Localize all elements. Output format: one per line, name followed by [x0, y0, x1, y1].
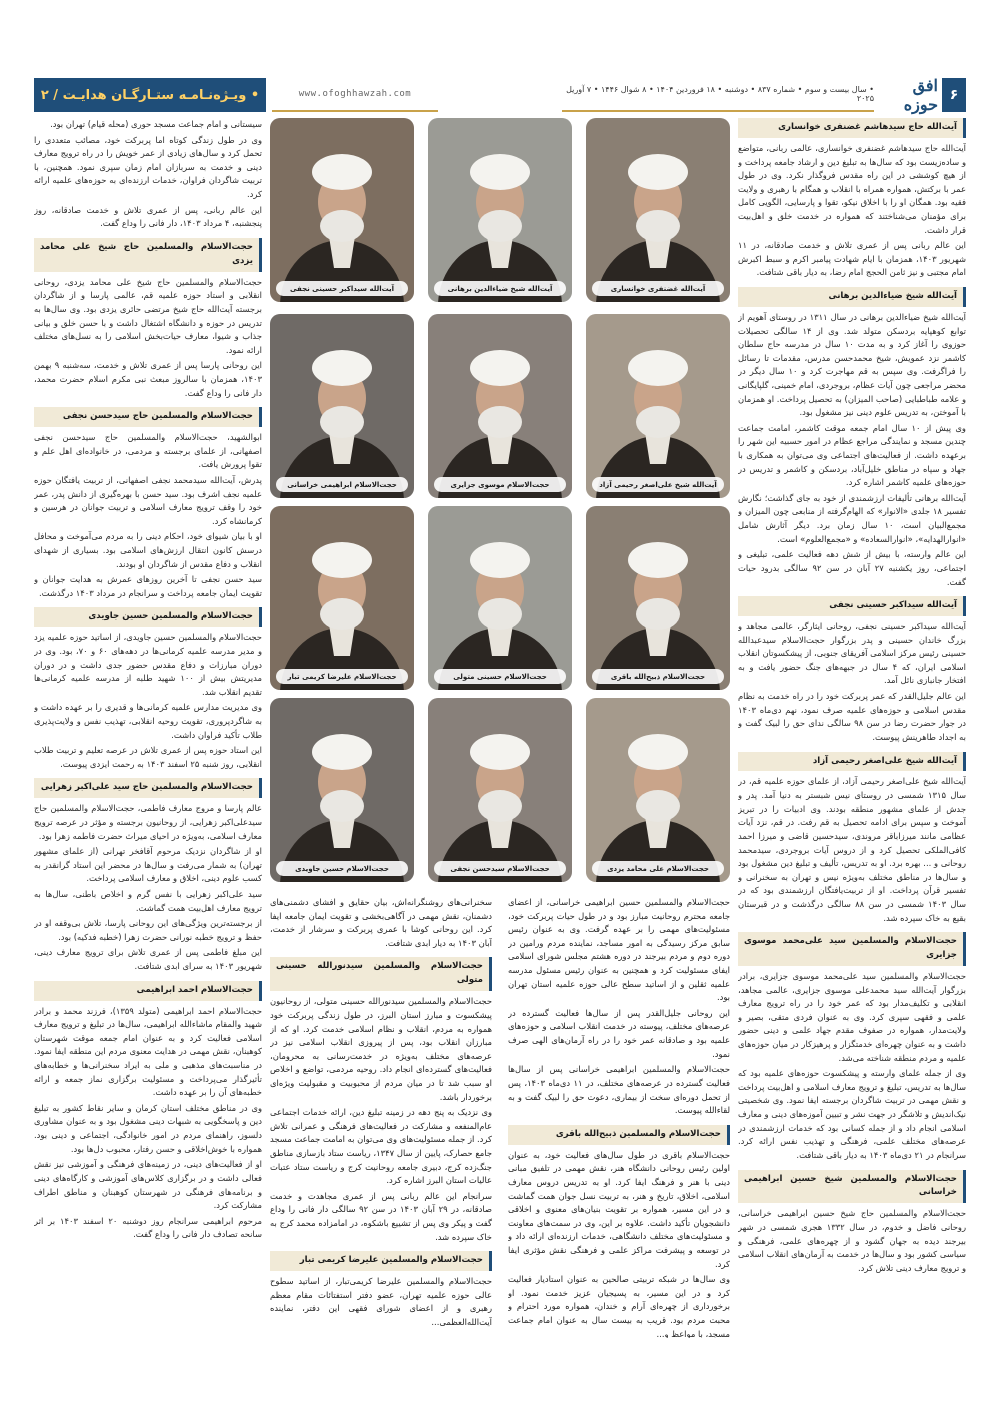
article-paragraph: وی در طول زندگی کوتاه اما پربرکت خود، مصائب متعددی را تحمل کرد و سال‌های زیادی از عمر خویش را در راه ترویج معارف دینی و خدمت به سربازان امام زمان سپری نمود. همچنین، با تربیت شاگردان فراوان، خدمات ارزنده‌ای به حوزه‌های علمیه ارائه کرد.	[34, 134, 262, 200]
obituary-article	[34, 607, 262, 771]
article-paragraph: آیت‌الله شیخ علی‌اصغر رحیمی آزاد، از علمای حوزه علمیه قم، در سال ۱۳۱۵ شمسی در روستای نیس شبستر به دنیا آمد. پدر و جدش از علمای مشهور منطقه بودند. وی ادبیات را در تبریز آموخت و سپس برای ادامه تحصیل به قم رفت. در قم، نزد آیات عظامی مانند میرزاباقر مروندی، سیدحسین قاضی و میرزا احمد کافی‌الملکی تحصیل کرد و از دروس آیات بروجردی، سیدمحمد روحانی و ... بهره برد. او به تدریس، تألیف و تبلیغ دین مشغول بود و سال‌ها در مناطق مختلف به‌ویژه نیس و تهران به سخنرانی و تفسیر قرآن پرداخت. او از تربیت‌یافتگان ارزشمندی بود که در سال ۱۴۰۳ شمسی در سن ۸۸ سالگی درگذشت و در قبرستان بقیع به خاک سپرده شد.	[738, 776, 966, 923]
portrait-image	[586, 506, 730, 690]
bottom-text-area	[270, 896, 730, 1338]
article-title: حجت‌الاسلام والمسلمین سید علی‌محمد موسوی جزایری	[738, 932, 966, 966]
article-paragraph: این روحانی پارسا پس از عمری تلاش و خدمت، سه‌شنبه ۹ بهمن ۱۴۰۳، همزمان با سالروز مبعث نبی مکرم اسلام حضرت محمد، دار فانی را وداع گفت.	[34, 360, 262, 398]
portrait-image	[270, 698, 414, 882]
obituary-article	[34, 981, 262, 1242]
article-title: آیت‌الله حاج سیدهاشم غضنفری خوانساری	[738, 118, 966, 138]
obituary-article	[508, 896, 730, 1118]
article-paragraph: این عالم ربانی، پس از عمری تلاش و خدمت صادقانه، روز پنجشنبه، ۴ مرداد ۱۴۰۳، دار فانی را وداع گفت.	[34, 204, 262, 229]
portrait-caption: حجت‌الاسلام حسینی متولی	[434, 669, 566, 684]
article-paragraph: این مبلغ فاطمی پس از عمری تلاش برای ترویج معارف دینی، شهریور ۱۴۰۳ به سرای ابدی شتافت.	[34, 947, 262, 972]
obituary-article	[270, 1251, 492, 1329]
obituary-article	[738, 596, 966, 744]
obituary-article	[738, 752, 966, 926]
article-paragraph: آیت‌الله برهانی تألیفات ارزشمندی از خود به جای گذاشت؛ نگارش تفسیر ۱۸ جلدی «الانوار» که الهام‌گرفته از منابعی چون المیزان و مجمع‌البیان است، ۱۰ سال زمان برد. دیگر آثارش شامل «انوارالهدایه»، «انوارالسعاده» و «مجمع‌العلوم» است.	[738, 492, 966, 544]
article-title: حجت‌الاسلام والمسلمین حاج شیخ علی محامد یزدی	[34, 238, 262, 272]
portrait-caption: حجت‌الاسلام حسین جاویدی	[276, 861, 408, 876]
left-text-column	[34, 118, 262, 1338]
article-paragraph: سیستانی و امام جماعت مسجد حوری (محله قیام) تهران بود.	[50, 119, 262, 129]
article-title: حجت‌الاسلام والمسلمین علیرضا کریمی تبار	[270, 1251, 492, 1271]
portrait-image	[428, 698, 572, 882]
obituary-article	[738, 287, 966, 589]
article-title: آیت‌الله شیخ ضیاءالدین برهانی	[738, 287, 966, 307]
obituary-article	[508, 1125, 730, 1338]
article-paragraph: وی سال‌ها در شبکه تربیتی صالحین به عنوان استادیار فعالیت کرد و در این مسیر، به پسیجیان عزیز خدمت نمود. او برخورداری از چهره‌ای آرام و خندان، همواره مورد احترام و محبت مردم بود. قریب به بیست سال به عنوان امام جماعت مسجد، با مواعظ و...	[508, 1274, 730, 1338]
article-paragraph: حجت‌الاسلام احمد ابراهیمی (متولد ۱۳۵۹)، فرزند محمد و برادر شهید والمقام ماشاءالله ابراهیمی، سال‌ها در تبلیغ و ترویج معارف اسلامی فعالیت کرد و به عنوان امام جمعه موقت شهرستان کوهبنان، نقش مهمی در هدایت معنوی مردم این منطقه ایفا نمود. در مناسبت‌های مذهبی و ملی به ایراد سخنرانی‌ها و خطابه‌های تأثیرگذار می‌پرداخت و مسئولیت برگزاری نماز جمعه و ارائه خطبه‌های آن را بر عهده داشت.	[34, 1005, 262, 1098]
article-title: حجت‌الاسلام والمسلمین ذبیح‌الله باقری	[508, 1125, 730, 1145]
article-paragraph: سرانجام این عالم ربانی پس از عمری مجاهدت و خدمت صادقانه، در ۲۹ آبان ۱۴۰۳ در سن ۹۲ سالگی دار فانی را وداع گفت و پیکر وی پس از تشییع باشکوه، در امامزاده محمد کرج به خاک سپرده شد.	[270, 1190, 492, 1242]
page-number: ۶	[942, 78, 966, 112]
article-title: حجت‌الاسلام والمسلمین سیدنورالله حسینی متولی	[270, 957, 492, 991]
obituary-article	[34, 407, 262, 600]
article-paragraph: حجت‌الاسلام والمسلمین سیدنورالله حسینی متولی، از روحانیون پیشکسوت و مبارز استان البرز، در طول زندگی پربرکت خود همواره به مردم، انقلاب و نظام اسلامی خدمت کرد. او که از مبارزان انقلاب بود، پس از پیروزی انقلاب اسلامی نیز در عرصه‌های مختلف به‌ویژه در خدمت‌رسانی به محرومان، فعالیت‌های گسترده‌ای انجام داد. روحیه مردمی، تواضع و اخلاص او سبب شد تا در میان مردم از محبوبیت و مقبولیت ویژه‌ای برخوردار باشد.	[270, 996, 492, 1102]
article-paragraph: این عالم وارسته، با بیش از شش دهه فعالیت علمی، تبلیغی و اجتماعی، روز یکشنبه ۲۷ آبان در سن ۹۲ سالگی بدرود حیات گفت.	[738, 549, 966, 587]
article-paragraph: حجت‌الاسلام والمسلمین حسین ابراهیمی خراسانی، از اعضای جامعه محترم روحانیت مبارز بود و در طول حیات پربرکت خود، مسئولیت‌های مهمی را بر عهده گرفت. وی به عنوان رئیس سابق مرکز رسیدگی به امور مساجد، نماینده مردم ورامین در دوره دوم و مردم بیرجند در دوره هشتم مجلس شورای اسلامی ایفای مسئولیت کرد و همچنین به عنوان رئیس مسئول مدرسه علمیه ثقلین و از اساتید سطح عالی حوزه علمیه استان تهران بود.	[508, 897, 730, 1003]
article-title: حجت‌الاسلام والمسلمین حاج سیدحسن نجفی	[34, 407, 262, 427]
article-paragraph: پدرش، آیت‌الله سیدمحمد نجفی اصفهانی، از تربیت یافتگان حوزه علمیه نجف اشرف بود. سید حسن با بهره‌گیری از دانش پدر، عمر خود را وقف ترویج معارف اسلامی و تربیت جوانان در هرسین و کرمانشاه کرد.	[34, 474, 262, 526]
portrait-image	[270, 314, 414, 498]
page-header	[34, 78, 966, 112]
article-title: حجت‌الاسلام والمسلمین حاج سید علی‌اکبر زهرایی	[34, 778, 262, 798]
obituary-article	[738, 932, 966, 1162]
bottom-right-column	[508, 896, 730, 1338]
article-paragraph: سید علی‌اکبر زهرایی با نفس گرم و اخلاص باطنی، سال‌ها به ترویج معارف اهل‌بیت همت گماشت.	[34, 889, 262, 913]
article-paragraph: مرحوم ابراهیمی سرانجام روز دوشنبه ۲۰ اسفند ۱۴۰۳ بر اثر سانحه تصادف دار فانی را وداع گفت.	[34, 1215, 262, 1240]
right-text-column	[738, 118, 966, 1338]
obituary-article	[34, 778, 262, 973]
article-paragraph: آیت‌الله حاج سیدهاشم غضنفری خوانساری، عالمی ربانی، متواضع و ساده‌زیست بود که سال‌ها به تبلیغ دین و ارشاد جامعه پرداخت و از هیچ کوششی در این راه مقدس فروگذار نکرد. وی در طول عمر با برکتش، همواره همراه با انقلاب و همگام با رهبری و ولایت فقیه بود. همگان او را با اخلاق نیکو، تقوا و پارسایی، الگویی کامل برای مؤمنان می‌شناختند که همواره در خدمت خلق و اهل‌بیت قرار داشت.	[738, 142, 966, 235]
portrait-image	[586, 118, 730, 302]
article-paragraph: سید حسن نجفی تا آخرین روزهای عمرش به هدایت جوانان و تقویت ایمان جامعه پرداخت و سرانجام در مرداد ۱۴۰۳ درگذشت.	[34, 574, 262, 598]
article-title: حجت‌الاسلام والمسلمین شیخ حسین ابراهیمی خراسانی	[738, 1170, 966, 1204]
article-paragraph: او از شاگردان نزدیک مرحوم آقافخر تهرانی (از علمای مشهور تهران) به شمار می‌رفت و سال‌ها در محضر این استاد گرانقدر به کسب علوم دینی، اخلاق و معارف اسلامی پرداخت.	[34, 846, 262, 884]
article-paragraph: سخنرانی‌های روشنگرانه‌اش، بیان حقایق و افشای دشمنی‌های دشمنان، نقش مهمی در آگاهی‌بخشی و تقویت ایمان جامعه ایفا کرد. این روحانی کوشا با عمری پربرکت و سرشار از خدمت، آبان ۱۴۰۳ به دیار ابدی شتافت.	[270, 897, 492, 948]
portrait-caption: آیت‌الله سیداکبر حسینی نجفی	[276, 281, 408, 296]
article-paragraph: این روحانی جلیل‌القدر پس از سال‌ها فعالیت گسترده در عرصه‌های مختلف، پیوسته در خدمت انقلاب اسلامی و حوزه‌های علمیه بود و صادقانه عمر خود را در راه آرمان‌های الهی صرف نمود.	[508, 1007, 730, 1059]
article-paragraph: حجت‌الاسلام والمسلمین حسین جاویدی، از اساتید حوزه علمیه یزد و مدیر مدرسه علمیه کرمانی‌ها در دهه‌های ۶۰ و ۷۰، بود. وی در دوران مبارزات و دفاع مقدس حضور جدی داشت و در دوران مدیریتش بیش از ۱۰۰ شهید طلبه از مدرسه علمیه کرمانی‌ها تقدیم انقلاب شد.	[34, 632, 262, 697]
article-paragraph: این عالم جلیل‌القدر که عمر پربرکت خود را در راه خدمت به نظام مقدس اسلامی و حوزه‌های علمیه صرف نمود، نهم دی‌ماه ۱۴۰۳ در جوار حضرت رضا در سن ۹۸ سالگی ندای حق را لبیک گفت و به اجداد طاهرینش پیوست.	[738, 691, 966, 742]
obituary-article	[738, 118, 966, 280]
article-paragraph: حجت‌الاسلام باقری در طول سال‌های فعالیت خود، به عنوان اولین رئیس روحانی دانشگاه هنر، نقش مهمی در تلفیق مبانی دینی با هنر و فرهنگ ایفا کرد. او به تدریس دروس معارف اسلامی، اخلاق، تاریخ و هنر، به تربیت نسل جوان همت گماشت و در این مسیر، همواره بر تقویت بنیان‌های معنوی و اخلاقی دانشجویان تأکید داشت. علاوه بر این، وی در سمت‌های معاونت و مسئولیت‌های مختلف دانشگاهی، خدمات ارزنده‌ای ارائه داد و در توسعه و پیشرفت مراکز علمی و فرهنگی نقش مؤثری ایفا کرد.	[508, 1149, 730, 1269]
cleric-portrait	[428, 118, 572, 302]
article-paragraph: حجت‌الاسلام والمسلمین ابراهیمی خراسانی پس از سال‌ها فعالیت گسترده در عرصه‌های مختلف، در ۱۱ دی‌ماه ۱۴۰۳، پس از تحمل دوره‌ای سخت از بیماری، دعوت حق را لبیک گفت و به لقاءالله پیوست.	[508, 1064, 730, 1116]
cleric-portrait	[586, 698, 730, 882]
article-title: حجت‌الاسلام والمسلمین حسین جاویدی	[34, 607, 262, 627]
portrait-caption: حجت‌الاسلام سیدحسن نجفی	[434, 861, 566, 876]
portrait-image	[270, 506, 414, 690]
article-paragraph: وی مدیریت مدارس علمیه کرمانی‌ها و قدیری را بر عهده داشت و به شاگردپروری، تقویت روحیه انقلابی، تهذیب نفس و ولایت‌پذیری طلاب تأکید فراوان داشت.	[34, 702, 262, 740]
obituary-article	[34, 118, 262, 231]
article-title: آیت‌الله سیداکبر حسینی نجفی	[738, 596, 966, 616]
portrait-caption: حجت‌الاسلام علیرضا کریمی تبار	[276, 669, 408, 684]
cleric-portrait	[428, 698, 572, 882]
cleric-portrait	[428, 314, 572, 498]
bottom-left-column	[270, 896, 492, 1338]
portrait-image	[428, 506, 572, 690]
website-link[interactable]: www.ofoghhawzah.com	[272, 78, 438, 112]
article-paragraph: این استاد حوزه پس از عمری تلاش در عرصه تعلیم و تربیت طلاب انقلابی، روز شنبه ۲۵ اسفند ۱۴۰۳ به رحمت ایزدی پیوست.	[34, 745, 262, 769]
cleric-portrait	[586, 506, 730, 690]
portrait-image	[428, 314, 572, 498]
cleric-portrait	[270, 314, 414, 498]
cleric-portrait	[270, 698, 414, 882]
cleric-portrait	[270, 506, 414, 690]
portrait-caption: آیت‌الله شیخ ضیاءالدین برهانی	[434, 281, 566, 296]
portrait-caption: آیت‌الله غضنفری خوانساری	[592, 281, 724, 296]
portrait-caption: حجت‌الاسلام ابراهیمی خراسانی	[276, 477, 408, 492]
article-title: حجت‌الاسلام احمد ابراهیمی	[34, 981, 262, 1001]
portrait-caption: حجت‌الاسلام علی محامد یزدی	[592, 861, 724, 876]
obituary-article	[34, 238, 262, 400]
cleric-portrait	[270, 118, 414, 302]
special-issue-title: • ویـژه‌نـامـه ستـارگـان هدایـت / ۲	[34, 78, 266, 112]
cleric-portrait	[586, 314, 730, 498]
cleric-portrait	[586, 118, 730, 302]
obituary-article	[270, 957, 492, 1244]
article-paragraph: عالم پارسا و مروج معارف فاطمی، حجت‌الاسلام والمسلمین حاج سیدعلی‌اکبر زهرایی، از روحانیون برجسته و مؤثر در عرصه ترویج معارف اسلامی، به‌ویژه در احیای میراث حضرت فاطمه زهرا بود.	[34, 803, 262, 841]
issue-info: • سال بیست و سوم • شماره ۸۳۷ • دوشنبه • ۱۸ فروردین ۱۴۰۴ • ۸ شوال ۱۴۴۶ • ۷ آوریل ۲۰۲۵	[562, 78, 874, 112]
article-paragraph: ابوالشهید، حجت‌الاسلام والمسلمین حاج سیدحسن نجفی اصفهانی، از علمای برجسته و مردمی، در خانواده‌ای اهل علم و تقوا پرورش یافت.	[34, 432, 262, 470]
newspaper-logo: افق حوزه	[903, 76, 938, 114]
article-paragraph: وی پیش از ۱۰ سال امام جمعه موقت کاشمر، امامت جماعت چندین مسجد و نمایندگی مراجع عظام در امور حسبیه این شهر را برعهده داشت. از فعالیت‌های اجتماعی وی می‌توان به همکاری با جهاد و سپاه در مناطق خلیل‌آباد، بردسکن و کاشمر و تدریس در حوزه‌های علمیه کاشمر اشاره کرد.	[738, 422, 966, 488]
article-paragraph: وی از جمله علمای وارسته و پیشکسوت حوزه‌های علمیه بود که سال‌ها به تدریس، تبلیغ و ترویج معارف اسلامی و اهل‌بیت پرداخت و نقش مهمی در تربیت شاگردان برجسته ایفا نمود. وی شخصیتی نیک‌اندیش و تلاشگر در جهت نشر و تبیین آموزه‌های دینی و معارف اسلامی انجام داد و از جمله کسانی بود که خدمات ارزشمندی در عرصه‌های مختلف علمی، فرهنگی و تهذیب نفس ارائه کرد. سرانجام در ۲۱ دی‌ماه ۱۴۰۳ به دیار باقی شتافت.	[738, 1068, 966, 1160]
article-paragraph: حجت‌الاسلام والمسلمین سید علی‌محمد موسوی جزایری، برادر بزرگوار آیت‌الله سید محمدعلی موسوی جزایری، عالمی مجاهد، انقلابی و تکلیف‌مدار بود که عمر خود را در راه ترویج معارف علمی و فقهی سپری کرد. وی به عنوان فردی متقی، بصیر و ولایت‌مدار، همواره در صفوف مقدم جهاد علمی و دینی حضور داشت و به عنوان چهره‌ای خدمتگزار و پرهیزکار در میان حوزه‌های علمیه و مردم منطقه شناخته می‌شد.	[738, 971, 966, 1063]
article-paragraph: او از فعالیت‌های دینی، در زمینه‌های فرهنگی و آموزشی نیز نقش فعالی داشت و در برگزاری کلاس‌های آموزشی و کارگاه‌های دینی و برنامه‌های فرهنگی در شهرستان کوهبنان و مناطق اطراف مشارکت کرد.	[34, 1159, 262, 1211]
article-paragraph: آیت‌الله سیداکبر حسینی نجفی، روحانی ایثارگر، عالمی مجاهد و بزرگ خاندان حسینی و پدر بزرگوار حجت‌الاسلام سیدعبدالله حسینی رئیس مرکز اسلامی آفریقای جنوبی، از پیشکسوتان انقلاب اسلامی ایران، که ۴ سال در جبهه‌های جنگ حضور یافت و به افتخار جانبازی نائل آمد.	[738, 621, 966, 686]
article-paragraph: حجت‌الاسلام والمسلمین حاج شیخ حسین ابراهیمی خراسانی، روحانی فاضل و خدوم، در سال ۱۳۳۲ هجری شمسی در شهر بیرجند دیده به جهان گشود و از چهره‌های علمی، فرهنگی و سیاسی کشور بود و سال‌ها در خدمت به آرمان‌های انقلاب اسلامی و ترویج معارف دینی تلاش کرد.	[738, 1208, 966, 1273]
article-paragraph: حجت‌الاسلام والمسلمین حاج شیخ علی محامد یزدی، روحانی انقلابی و استاد حوزه علمیه قم، عالمی پارسا و از شاگردان برجسته آیت‌الله حاج شیخ مرتضی حائری یزدی بود. وی سال‌ها به تدریس در حوزه و دانشگاه اشتغال داشت و با حسن خلق و بیانی جذاب و شیوا، معارف حیات‌بخش اسلامی را به نسل‌های مختلف ارائه نمود.	[34, 276, 262, 355]
article-paragraph: او با بیان شیوای خود، احکام دینی را به مردم می‌آموخت و محافل درسش کانون انتقال ارزش‌های اسلامی بود. بسیاری از شهدای انقلاب و دفاع مقدس از شاگردان او بودند.	[34, 531, 262, 569]
article-paragraph: حجت‌الاسلام والمسلمین علیرضا کریمی‌تبار، از اساتید سطوح عالی حوزه علمیه تهران، عضو دفتر استفتائات مقام معظم رهبری و از اعضای شورای فقهی این دفتر، نماینده آیت‌الله‌العظمی...	[270, 1276, 492, 1327]
cleric-portrait	[428, 506, 572, 690]
article-title: آیت‌الله شیخ علی‌اصغر رحیمی آزاد	[738, 752, 966, 772]
obituary-article	[270, 896, 492, 950]
portrait-caption: حجت‌الاسلام موسوی جزایری	[434, 477, 566, 492]
portrait-caption: حجت‌الاسلام ذبیح‌الله باقری	[592, 669, 724, 684]
article-paragraph: این عالم ربانی پس از عمری تلاش و خدمت صادقانه، در ۱۱ شهریور ۱۴۰۳، همزمان با ایام شهادت پیامبر اکرم و سبط اکبرش امام مجتبی و نیز ثامن الحجج امام رضا، به دیار باقی شتافت.	[738, 240, 966, 278]
portrait-image	[428, 118, 572, 302]
portrait-image	[270, 118, 414, 302]
article-paragraph: وی در مناطق مختلف استان کرمان و سایر نقاط کشور به تبلیغ دین و پاسخگویی به شبهات دینی مشغول بود و به عنوان مشاوری دلسوز، راهنمای مردم در امور خانوادگی، اجتماعی و دینی بود. همواره با خوش‌اخلاقی و حسن رفتار، محبوب دل‌ها بود.	[34, 1102, 262, 1154]
photo-grid	[270, 118, 730, 890]
portrait-image	[586, 314, 730, 498]
portrait-caption: آیت‌الله شیخ علی‌اصغر رحیمی آزاد	[592, 477, 724, 492]
article-paragraph: از برجسته‌ترین ویژگی‌های این روحانی پارسا، تلاش بی‌وقفه او در حفظ و ترویج خطبه نورانی حضرت زهرا (خطبه فدکیه) بود.	[34, 918, 262, 942]
portrait-image	[586, 698, 730, 882]
obituary-article	[738, 1170, 966, 1276]
article-paragraph: آیت‌الله شیخ ضیاءالدین برهانی در سال ۱۳۱۱ در روستای آهویم از توابع کوهپایه بردسکن متولد شد. وی از ۱۴ سالگی تحصیلات حوزوی را آغاز کرد و به مدت ۱۰ سال در مدرسه حاج سلطان کاشمر نزد عمویش، شیخ محمدحسن مدرس، مقدمات تا رسائل را فراگرفت. وی سپس به قم مهاجرت کرد و ۱۰ سال دیگر در محضر مراجعی چون آیات عظام، بروجردی، امام خمینی، گلپایگانی و علامه طباطبایی (صاحب المیزان) به تحصیل پرداخت. او همزمان با آموختن، به تدریس علوم دینی نیز مشغول بود.	[738, 311, 966, 418]
article-paragraph: وی نزدیک به پنج دهه در زمینه تبلیغ دین، ارائه خدمات اجتماعی عام‌المنفعه و مشارکت در فعالیت‌های فرهنگی و عمرانی تلاش کرد. از جمله مسئولیت‌های وی می‌توان به امامت جماعت مسجد جامع حصارک، پایین از سال ۱۳۴۷، ریاست ستاد بازسازی مناطق جنگ‌زده کرج، دبیری جامعه روحانیت کرج و ریاست ستاد عتبات عالیات استان البرز اشاره کرد.	[270, 1107, 492, 1186]
